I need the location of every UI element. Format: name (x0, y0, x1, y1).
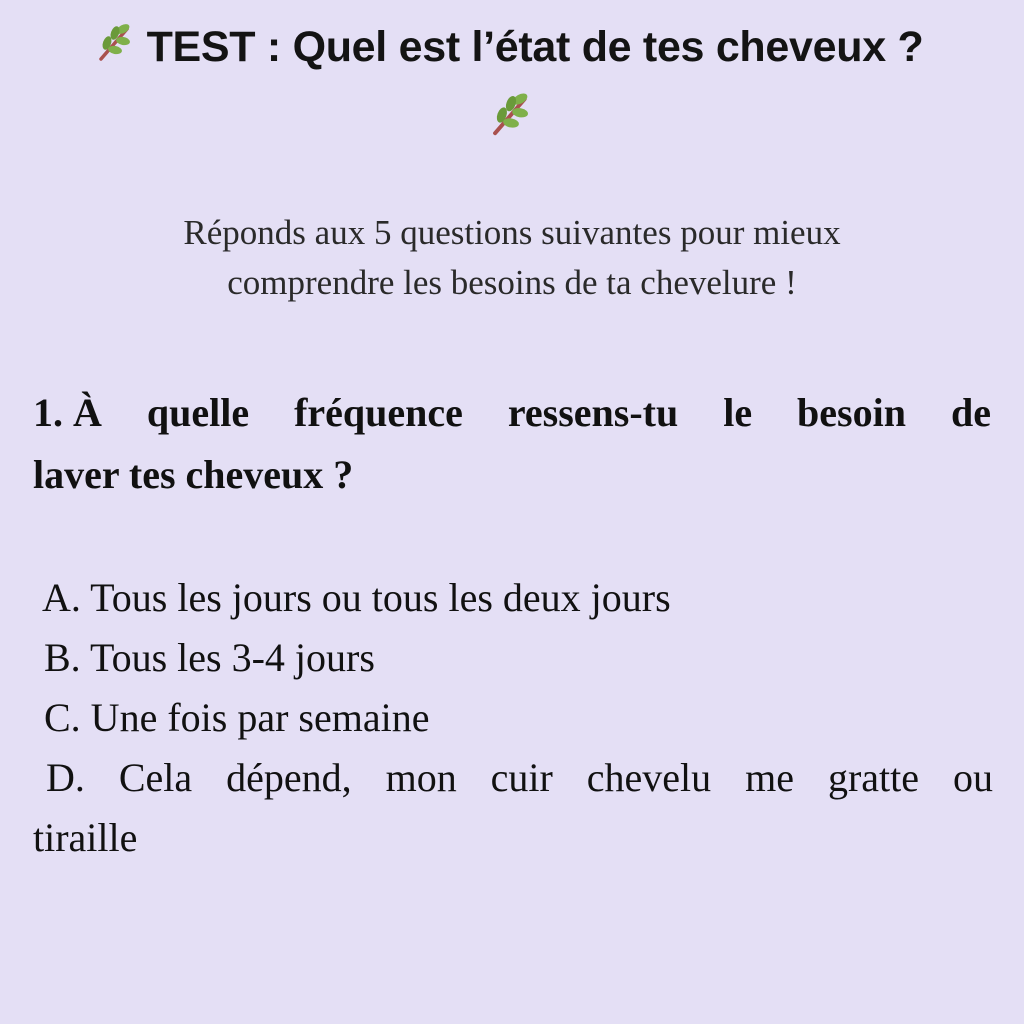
question-line (33, 382, 991, 444)
option-word: ou (952, 755, 993, 800)
intro-text (0, 208, 1024, 308)
option-c[interactable]: C. Une fois par semaine (44, 695, 430, 740)
question-word: À (73, 390, 102, 435)
option-b[interactable]: B. Tous les 3-4 jours (44, 635, 375, 680)
question-line: laver tes cheveux ? (33, 452, 354, 497)
option-word: Cela (118, 755, 193, 800)
option-word: cuir (490, 755, 553, 800)
option-word: dépend, (226, 755, 352, 800)
question-word (33, 382, 102, 444)
question-word: le (723, 390, 753, 435)
question-number: 1. (33, 390, 63, 435)
option-word: chevelu (586, 755, 712, 800)
option-d[interactable] (33, 748, 993, 868)
herb-branch-icon (93, 21, 137, 80)
page-title: TEST : Quel est l’état de tes cheveux ? (146, 23, 924, 71)
option-word: D. (46, 755, 85, 800)
question-1 (33, 382, 991, 506)
intro-line: comprendre les besoins de ta chevelure ! (227, 263, 797, 302)
question-word: de (950, 390, 991, 435)
title-row (0, 18, 1024, 80)
intro-line: Réponds aux 5 questions suivantes pour mieux (183, 213, 841, 252)
herb-branch-icon (486, 90, 536, 145)
question-word: besoin (797, 390, 906, 435)
question-word: ressens-tu (507, 390, 679, 435)
option-a[interactable]: A. Tous les jours ou tous les deux jours (42, 575, 671, 620)
option-word: me (745, 755, 794, 800)
option-d-line[interactable]: tiraille (33, 815, 138, 860)
option-word: gratte (827, 755, 920, 800)
question-word: quelle (146, 390, 250, 435)
question-word: fréquence (294, 390, 463, 435)
answer-options (33, 568, 993, 868)
option-word: mon (385, 755, 457, 800)
option-d-line[interactable] (33, 748, 993, 808)
